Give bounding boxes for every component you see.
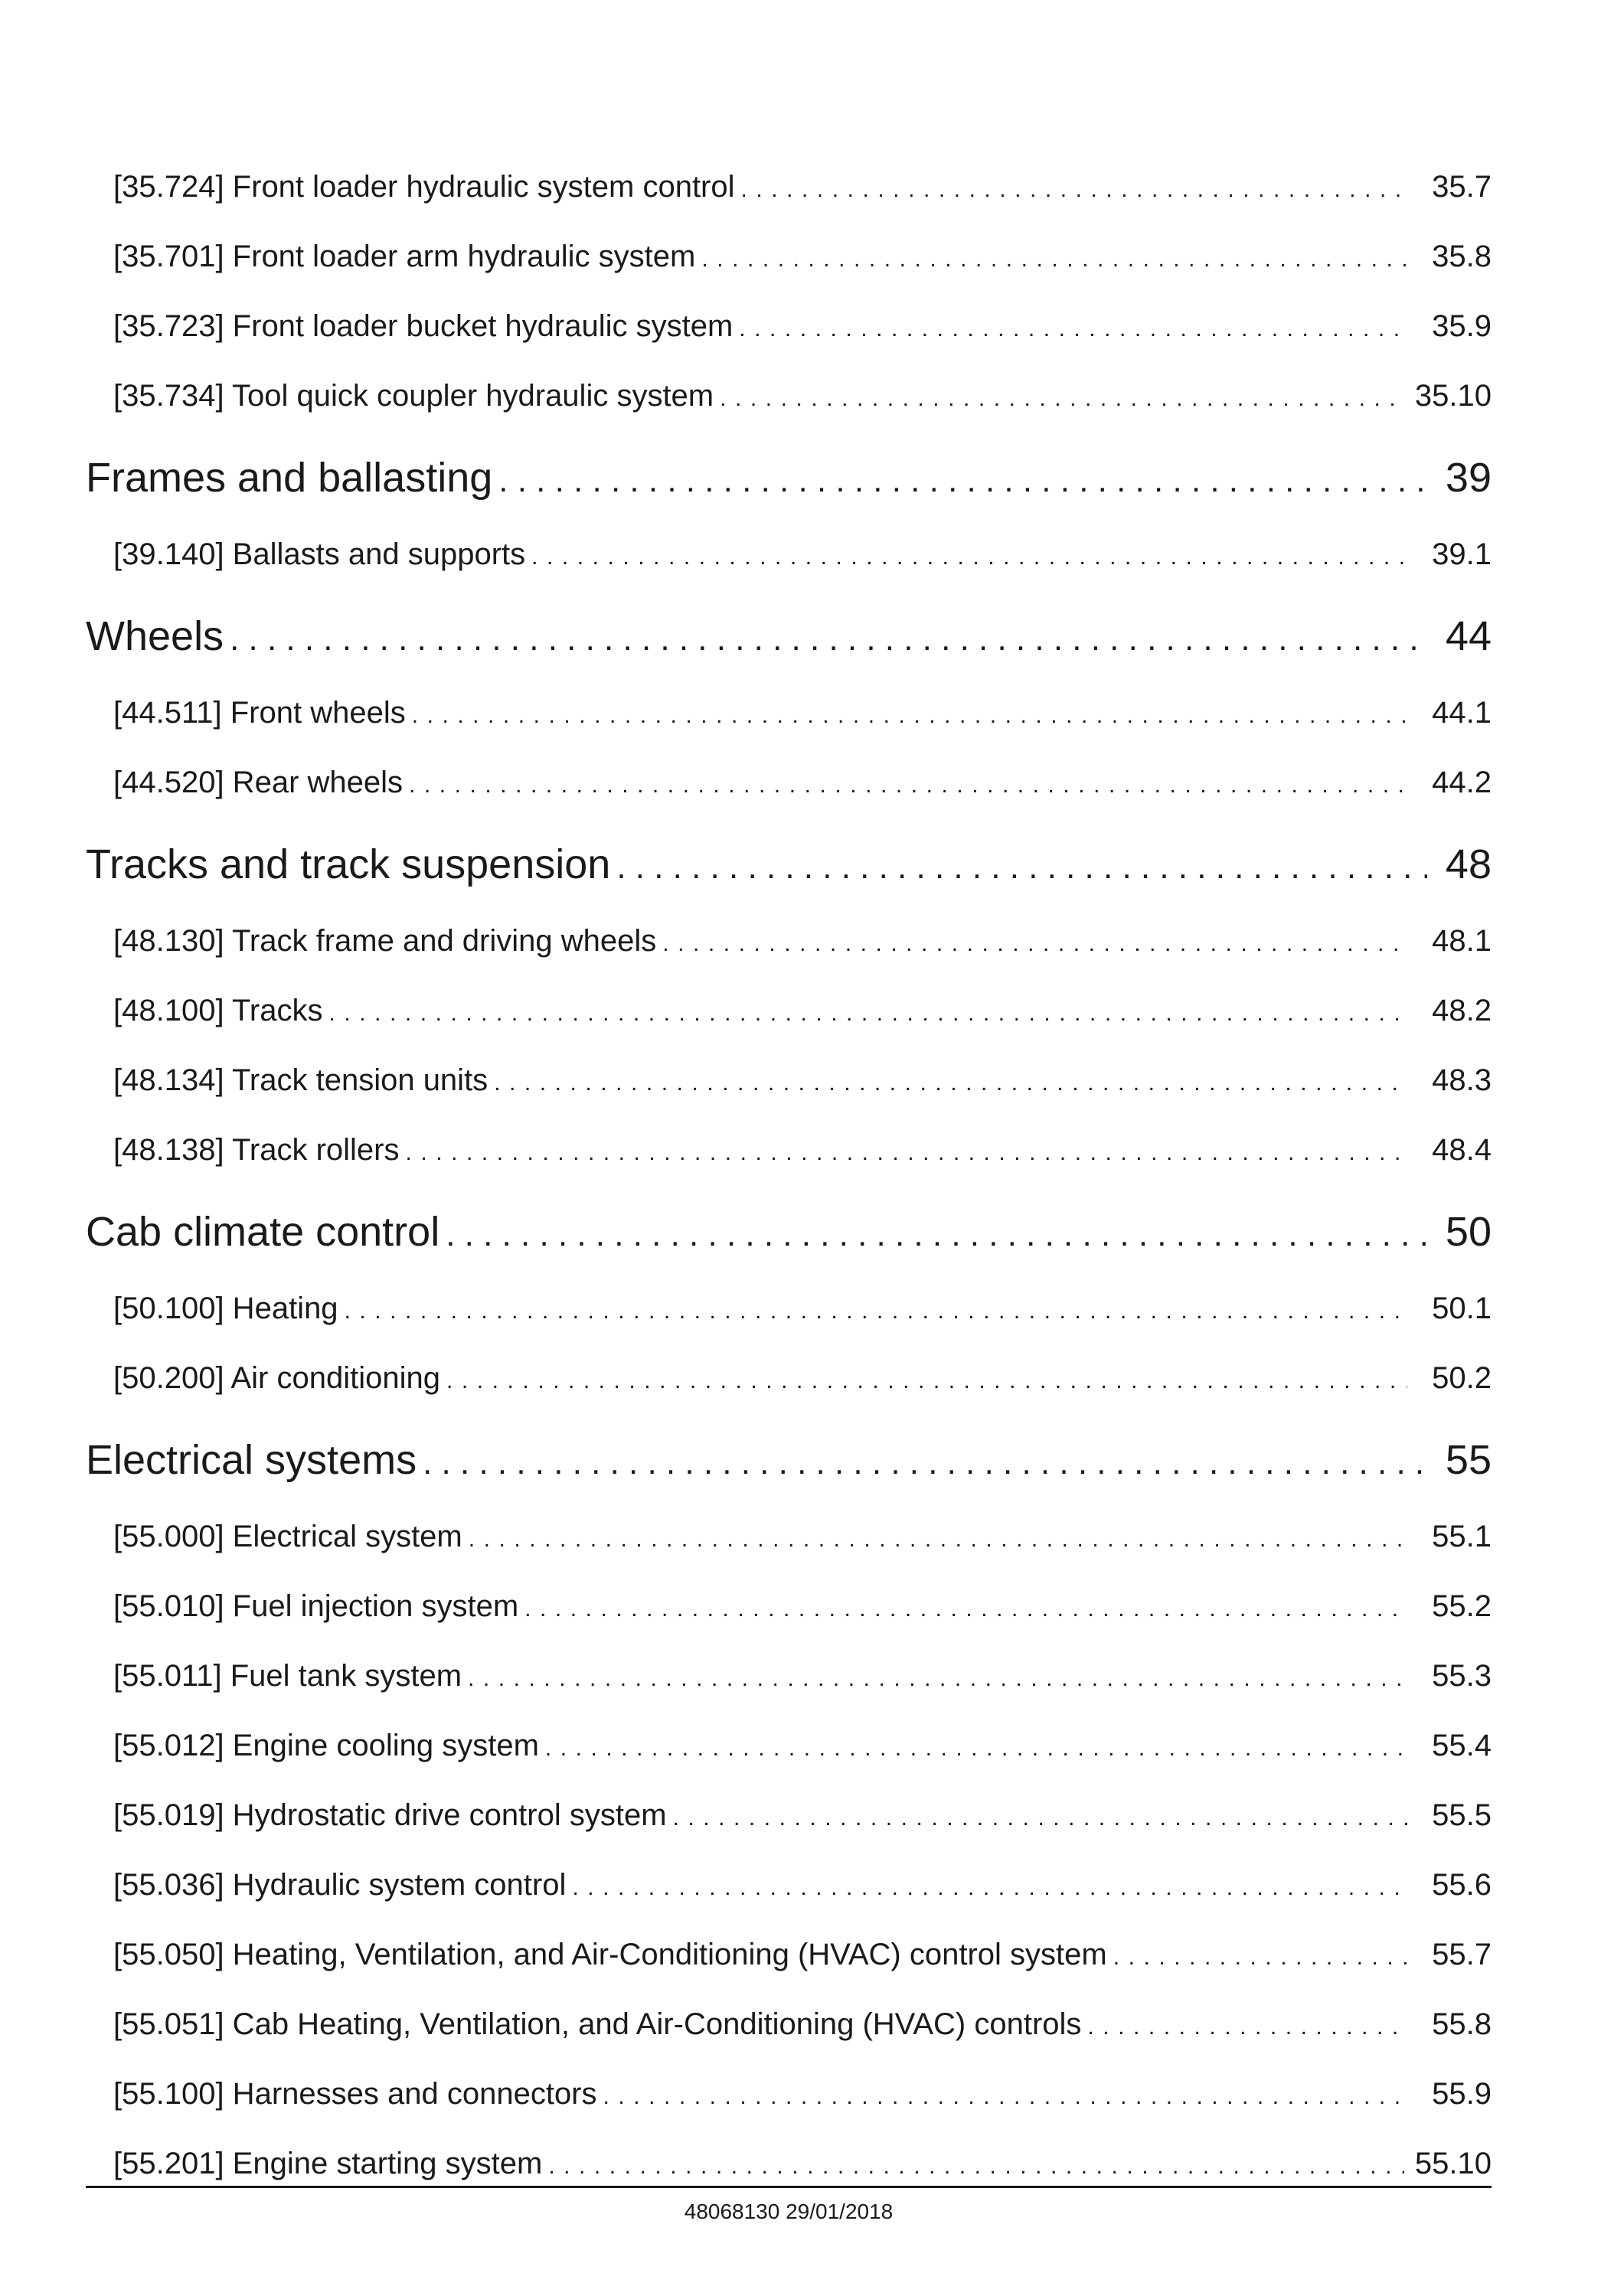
toc-section-title: Frames and ballasting: [86, 455, 493, 501]
toc-page-number: 50: [1445, 1209, 1492, 1255]
toc-page-number: 48.4: [1432, 1133, 1492, 1167]
dot-leader: [531, 534, 1407, 580]
dot-leader: [446, 1204, 1427, 1266]
toc-entry[interactable]: [86, 759, 1492, 829]
toc-entry-title: [50.100] Heating: [113, 1292, 338, 1325]
toc-page-number: 55: [1445, 1437, 1492, 1483]
dot-leader: [446, 1358, 1407, 1404]
table-of-contents: [86, 164, 1492, 2210]
footer-document-code: 48068130 29/01/2018: [684, 2200, 894, 2223]
toc-entry-title: [55.051] Cab Heating, Ventilation, and Air-Conditioning (HVAC) controls: [113, 2007, 1082, 2041]
toc-entry[interactable]: [86, 1723, 1492, 1792]
dot-leader: [328, 991, 1407, 1037]
toc-entry[interactable]: [86, 1355, 1492, 1425]
dot-leader: [406, 1130, 1408, 1176]
toc-entry-title: [50.200] Air conditioning: [113, 1361, 440, 1395]
dot-leader: [409, 763, 1407, 808]
dot-leader: [548, 2144, 1404, 2190]
toc-entry-title: [35.734] Tool quick coupler hydraulic system: [113, 379, 714, 413]
toc-page-number: 55.8: [1432, 2007, 1492, 2041]
toc-entry[interactable]: [86, 1862, 1492, 1932]
toc-entry[interactable]: [86, 1285, 1492, 1355]
toc-entry[interactable]: [86, 2071, 1492, 2141]
toc-entry[interactable]: [86, 234, 1492, 303]
dot-leader: [1087, 2004, 1407, 2050]
toc-page-number: 55.3: [1432, 1659, 1492, 1693]
toc-page-number: 35.9: [1432, 309, 1492, 343]
toc-section-title: Electrical systems: [86, 1437, 417, 1483]
toc-section-heading[interactable]: [86, 1429, 1492, 1514]
dot-leader: [739, 306, 1407, 352]
toc-section-heading[interactable]: [86, 447, 1492, 531]
toc-entry[interactable]: [86, 1057, 1492, 1127]
toc-page-number: 48.3: [1432, 1063, 1492, 1097]
toc-entry-title: [55.050] Heating, Ventilation, and Air-Conditioning (HVAC) control system: [113, 1938, 1107, 1971]
toc-entry-title: [44.511] Front wheels: [113, 696, 406, 730]
dot-leader: [741, 167, 1407, 213]
toc-page-number: 48.1: [1432, 924, 1492, 958]
toc-page-number: 55.7: [1432, 1938, 1492, 1971]
toc-page-number: 50.2: [1432, 1361, 1492, 1395]
toc-entry-title: [48.100] Tracks: [113, 994, 323, 1027]
toc-entry-title: [55.201] Engine starting system: [113, 2147, 543, 2180]
dot-leader: [423, 1432, 1427, 1494]
toc-entry-title: [55.019] Hydrostatic drive control system: [113, 1798, 667, 1832]
toc-page-number: 39.1: [1432, 537, 1492, 571]
toc-page-number: 55.1: [1432, 1520, 1492, 1553]
dot-leader: [469, 1517, 1407, 1563]
toc-entry-title: [35.701] Front loader arm hydraulic system: [113, 240, 696, 273]
toc-entry-title: [55.010] Fuel injection system: [113, 1589, 519, 1623]
dot-leader: [673, 1795, 1407, 1841]
toc-entry[interactable]: [86, 1932, 1492, 2001]
dot-leader: [603, 2074, 1407, 2120]
toc-entry[interactable]: [86, 1514, 1492, 1583]
toc-page-number: 55.10: [1414, 2147, 1492, 2180]
toc-section-title: Cab climate control: [86, 1209, 440, 1255]
toc-entry[interactable]: [86, 988, 1492, 1057]
toc-page-number: 55.6: [1432, 1868, 1492, 1902]
toc-page-number: 44.2: [1432, 766, 1492, 799]
toc-entry-title: [44.520] Rear wheels: [113, 766, 404, 799]
toc-entry-title: [35.724] Front loader hydraulic system control: [113, 170, 735, 204]
toc-entry[interactable]: [86, 1792, 1492, 1862]
toc-page-number: 55.4: [1432, 1729, 1492, 1762]
dot-leader: [572, 1865, 1407, 1911]
toc-entry[interactable]: [86, 1583, 1492, 1653]
toc-entry-title: [48.134] Track tension units: [113, 1063, 489, 1097]
toc-entry[interactable]: [86, 918, 1492, 988]
toc-entry-title: [55.036] Hydraulic system control: [113, 1868, 567, 1902]
toc-page-number: 44.1: [1432, 696, 1492, 730]
toc-section-heading[interactable]: [86, 1201, 1492, 1285]
toc-page-number: 48: [1445, 841, 1492, 887]
toc-page-number: 35.10: [1414, 379, 1492, 413]
toc-page-number: 44: [1445, 613, 1492, 659]
toc-page-number: 55.2: [1432, 1589, 1492, 1623]
toc-section-title: Wheels: [86, 613, 224, 659]
toc-page-number: 55.9: [1432, 2077, 1492, 2111]
toc-page-number: 35.7: [1432, 170, 1492, 204]
toc-entry-title: [48.138] Track rollers: [113, 1133, 400, 1167]
toc-page-number: 55.5: [1432, 1798, 1492, 1832]
dot-leader: [498, 450, 1427, 511]
dot-leader: [494, 1060, 1407, 1106]
toc-section-title: Tracks and track suspension: [86, 841, 611, 887]
toc-entry[interactable]: [86, 690, 1492, 759]
toc-entry[interactable]: [86, 531, 1492, 601]
toc-entry-title: [55.100] Harnesses and connectors: [113, 2077, 597, 2111]
dot-leader: [230, 609, 1427, 670]
dot-leader: [412, 693, 1407, 739]
toc-page-number: 39: [1445, 455, 1492, 501]
toc-entry-title: [39.140] Ballasts and supports: [113, 537, 526, 571]
toc-section-heading[interactable]: [86, 834, 1492, 918]
dot-leader: [345, 1288, 1407, 1334]
toc-entry-title: [55.012] Engine cooling system: [113, 1729, 539, 1762]
toc-entry-title: [55.011] Fuel tank system: [113, 1659, 462, 1693]
toc-entry[interactable]: [86, 373, 1492, 443]
dot-leader: [662, 921, 1407, 967]
dot-leader: [1113, 1935, 1407, 1981]
toc-page-number: 50.1: [1432, 1292, 1492, 1325]
toc-entry[interactable]: [86, 2001, 1492, 2071]
footer-divider: [86, 2186, 1492, 2188]
dot-leader: [524, 1586, 1407, 1632]
dot-leader: [701, 237, 1407, 283]
toc-entry-title: [35.723] Front loader bucket hydraulic system: [113, 309, 734, 343]
toc-entry-title: [48.130] Track frame and driving wheels: [113, 924, 657, 958]
toc-entry[interactable]: [86, 303, 1492, 373]
dot-leader: [720, 376, 1404, 422]
toc-page-number: 35.8: [1432, 240, 1492, 273]
toc-page-number: 48.2: [1432, 994, 1492, 1027]
toc-entry[interactable]: [86, 1653, 1492, 1723]
toc-entry[interactable]: [86, 1127, 1492, 1197]
dot-leader: [545, 1726, 1407, 1772]
toc-entry[interactable]: [86, 164, 1492, 234]
dot-leader: [616, 837, 1427, 898]
toc-entry-title: [55.000] Electrical system: [113, 1520, 462, 1553]
toc-section-heading[interactable]: [86, 606, 1492, 690]
dot-leader: [468, 1656, 1407, 1702]
